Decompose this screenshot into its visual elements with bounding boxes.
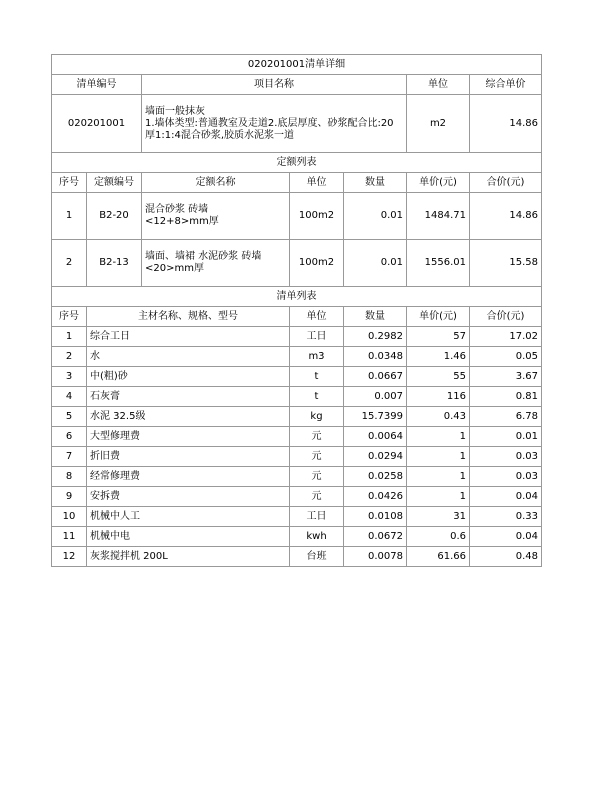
material-qty-header: 数量 <box>344 307 407 327</box>
material-qty: 0.0258 <box>344 467 407 487</box>
quota-price-header: 单价(元) <box>407 173 470 193</box>
quota-name: 混合砂浆 砖墙 <12+8>mm厚 <box>142 193 290 240</box>
material-unit: 元 <box>290 447 344 467</box>
material-unit: 工日 <box>290 327 344 347</box>
bill-unit: m2 <box>407 95 470 153</box>
material-row <box>52 527 542 547</box>
material-total: 0.04 <box>470 527 542 547</box>
material-price-header: 单价(元) <box>407 307 470 327</box>
material-row <box>52 487 542 507</box>
material-qty: 0.0078 <box>344 547 407 567</box>
material-row <box>52 447 542 467</box>
material-name: 水 <box>87 347 290 367</box>
material-seq: 5 <box>52 407 87 427</box>
table-title: 020201001清单详细 <box>52 55 542 75</box>
material-unit: kg <box>290 407 344 427</box>
material-row <box>52 427 542 447</box>
material-row <box>52 467 542 487</box>
quota-code-header: 定额编号 <box>87 173 142 193</box>
quota-qty-header: 数量 <box>344 173 407 193</box>
material-row <box>52 387 542 407</box>
bill-code: 020201001 <box>52 95 142 153</box>
material-total: 0.81 <box>470 387 542 407</box>
material-seq: 6 <box>52 427 87 447</box>
material-total: 0.33 <box>470 507 542 527</box>
material-name: 中(粗)砂 <box>87 367 290 387</box>
quota-qty: 0.01 <box>344 193 407 240</box>
material-unit: 工日 <box>290 507 344 527</box>
material-price: 1 <box>407 467 470 487</box>
material-price: 57 <box>407 327 470 347</box>
material-unit: 台班 <box>290 547 344 567</box>
material-price: 1 <box>407 447 470 467</box>
material-name: 安拆费 <box>87 487 290 507</box>
material-total: 0.05 <box>470 347 542 367</box>
material-qty: 0.0667 <box>344 367 407 387</box>
quota-section-title: 定额列表 <box>52 153 542 173</box>
material-seq: 4 <box>52 387 87 407</box>
material-unit-header: 单位 <box>290 307 344 327</box>
quota-unit: 100m2 <box>290 193 344 240</box>
material-seq: 8 <box>52 467 87 487</box>
material-row <box>52 367 542 387</box>
quota-row <box>52 240 542 287</box>
material-total: 0.04 <box>470 487 542 507</box>
material-price: 1 <box>407 487 470 507</box>
material-unit: t <box>290 387 344 407</box>
quota-total: 15.58 <box>470 240 542 287</box>
material-name: 灰浆搅拌机 200L <box>87 547 290 567</box>
material-unit: 元 <box>290 487 344 507</box>
material-seq: 2 <box>52 347 87 367</box>
quota-unit-header: 单位 <box>290 173 344 193</box>
bill-unit-header: 单位 <box>407 75 470 95</box>
material-name: 大型修理费 <box>87 427 290 447</box>
material-row <box>52 547 542 567</box>
material-row <box>52 327 542 347</box>
quota-code: B2-13 <box>87 240 142 287</box>
material-seq: 9 <box>52 487 87 507</box>
material-name: 石灰膏 <box>87 387 290 407</box>
quota-header-row <box>52 173 542 193</box>
quota-total-header: 合价(元) <box>470 173 542 193</box>
material-name-header: 主材名称、规格、型号 <box>87 307 290 327</box>
quota-row <box>52 193 542 240</box>
material-price: 1 <box>407 427 470 447</box>
bill-detail-table <box>51 54 542 567</box>
bill-code-header: 清单编号 <box>52 75 142 95</box>
material-seq: 11 <box>52 527 87 547</box>
material-qty: 15.7399 <box>344 407 407 427</box>
material-seq: 7 <box>52 447 87 467</box>
material-total: 0.03 <box>470 467 542 487</box>
material-price: 1.46 <box>407 347 470 367</box>
material-unit: t <box>290 367 344 387</box>
material-seq: 1 <box>52 327 87 347</box>
quota-total: 14.86 <box>470 193 542 240</box>
material-name: 水泥 32.5级 <box>87 407 290 427</box>
material-qty: 0.007 <box>344 387 407 407</box>
quota-name: 墙面、墙裙 水泥砂浆 砖墙 <20>mm厚 <box>142 240 290 287</box>
material-header-row <box>52 307 542 327</box>
material-total-header: 合价(元) <box>470 307 542 327</box>
material-qty: 0.0672 <box>344 527 407 547</box>
material-price: 31 <box>407 507 470 527</box>
material-row <box>52 507 542 527</box>
material-name: 经常修理费 <box>87 467 290 487</box>
material-seq: 3 <box>52 367 87 387</box>
material-total: 6.78 <box>470 407 542 427</box>
material-unit: 元 <box>290 467 344 487</box>
material-total: 17.02 <box>470 327 542 347</box>
bill-row <box>52 95 542 153</box>
material-name: 机械中电 <box>87 527 290 547</box>
material-total: 0.01 <box>470 427 542 447</box>
material-qty: 0.0108 <box>344 507 407 527</box>
material-row <box>52 347 542 367</box>
material-unit: m3 <box>290 347 344 367</box>
material-seq: 10 <box>52 507 87 527</box>
bill-name: 墙面一般抹灰 1.墙体类型:普通教室及走道2.底层厚度、砂浆配合比:20厚1:1:4混合砂浆,胶质水泥浆一道 <box>142 95 407 153</box>
quota-unit: 100m2 <box>290 240 344 287</box>
material-qty: 0.0348 <box>344 347 407 367</box>
quota-seq: 2 <box>52 240 87 287</box>
quota-qty: 0.01 <box>344 240 407 287</box>
material-price: 61.66 <box>407 547 470 567</box>
material-row <box>52 407 542 427</box>
bill-name-header: 项目名称 <box>142 75 407 95</box>
material-section-title: 清单列表 <box>52 287 542 307</box>
bill-header-row <box>52 75 542 95</box>
quota-price: 1484.71 <box>407 193 470 240</box>
material-name: 折旧费 <box>87 447 290 467</box>
material-price: 55 <box>407 367 470 387</box>
material-name: 机械中人工 <box>87 507 290 527</box>
quota-name-header: 定额名称 <box>142 173 290 193</box>
material-qty: 0.0064 <box>344 427 407 447</box>
quota-price: 1556.01 <box>407 240 470 287</box>
material-unit: kwh <box>290 527 344 547</box>
material-price: 0.6 <box>407 527 470 547</box>
material-qty: 0.0294 <box>344 447 407 467</box>
material-seq-header: 序号 <box>52 307 87 327</box>
material-total: 0.03 <box>470 447 542 467</box>
material-total: 3.67 <box>470 367 542 387</box>
quota-seq: 1 <box>52 193 87 240</box>
bill-price-header: 综合单价 <box>470 75 542 95</box>
material-seq: 12 <box>52 547 87 567</box>
quota-seq-header: 序号 <box>52 173 87 193</box>
material-qty: 0.0426 <box>344 487 407 507</box>
material-qty: 0.2982 <box>344 327 407 347</box>
material-price: 0.43 <box>407 407 470 427</box>
bill-price: 14.86 <box>470 95 542 153</box>
quota-code: B2-20 <box>87 193 142 240</box>
material-price: 116 <box>407 387 470 407</box>
material-total: 0.48 <box>470 547 542 567</box>
material-unit: 元 <box>290 427 344 447</box>
material-name: 综合工日 <box>87 327 290 347</box>
